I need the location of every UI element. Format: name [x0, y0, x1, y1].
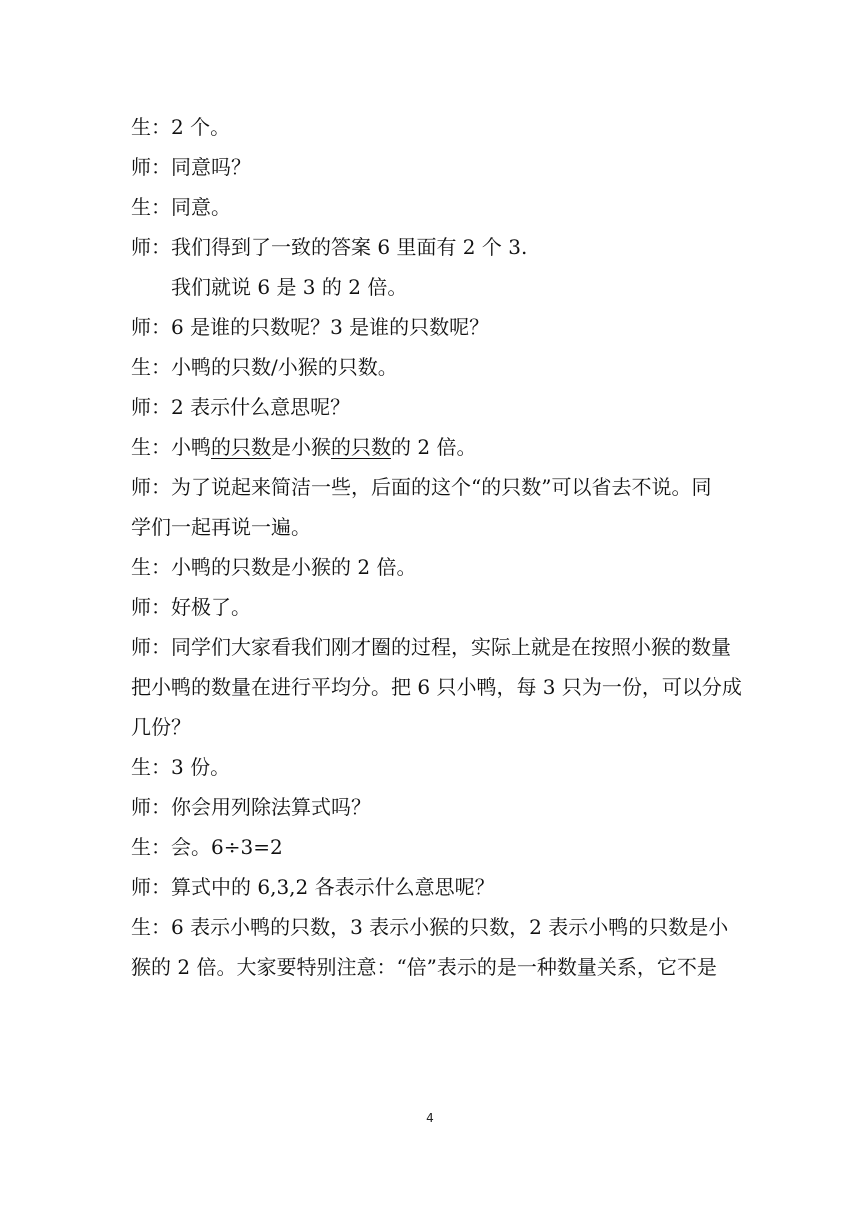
- text-segment: 生：小鸭的只数/小猴的只数。: [131, 355, 398, 379]
- dialogue-line: [131, 227, 731, 267]
- text-segment: 学们一起再说一遍。: [131, 515, 311, 539]
- dialogue-line: [131, 747, 731, 787]
- dialogue-line: [131, 107, 731, 147]
- text-segment: 生：小鸭的只数是小猴的 2 倍。: [131, 555, 417, 579]
- text-segment: 师：好极了。: [131, 595, 251, 619]
- text-segment: 生：会。6÷3=2: [131, 835, 283, 859]
- dialogue-line: [131, 307, 731, 347]
- dialogue-line: [131, 667, 742, 707]
- dialogue-line: [131, 387, 731, 427]
- text-segment: 猴的 2 倍。大家要特别注意：“倍”表示的是一种数量关系，它不是: [131, 955, 717, 979]
- dialogue-line: [131, 947, 731, 987]
- text-segment: 生：6 表示小鸭的只数，3 表示小猴的只数，2 表示小鸭的只数是小: [131, 915, 729, 939]
- dialogue-line: [131, 147, 731, 187]
- dialogue-line: [131, 467, 731, 507]
- dialogue-line: [131, 187, 731, 227]
- document-body: [131, 107, 742, 987]
- text-segment: 生：小鸭: [131, 435, 211, 459]
- text-segment: 几份？: [131, 715, 191, 739]
- dialogue-line: [131, 627, 731, 667]
- dialogue-line: [131, 827, 731, 867]
- text-segment: 师：你会用列除法算式吗？: [131, 795, 371, 819]
- dialogue-line: [131, 587, 731, 627]
- dialogue-line: [131, 347, 731, 387]
- text-segment: 生：同意。: [131, 195, 231, 219]
- dialogue-line: [131, 787, 731, 827]
- underlined-text: 的只数: [331, 435, 391, 459]
- text-segment: 师：6 是谁的只数呢？3 是谁的只数呢？: [131, 315, 490, 339]
- underlined-text: 的只数: [211, 435, 271, 459]
- text-segment: 我们就说 6 是 3 的 2 倍。: [171, 275, 408, 299]
- text-segment: 师：同意吗？: [131, 155, 251, 179]
- text-segment: 把小鸭的数量在进行平均分。把 6 只小鸭，每 3 只为一份，可以分成: [131, 675, 742, 699]
- text-segment: 的 2 倍。: [391, 435, 477, 459]
- text-segment: 师：2 表示什么意思呢？: [131, 395, 351, 419]
- dialogue-line: [131, 707, 731, 747]
- text-segment: 师：为了说起来简洁一些，后面的这个“的只数”可以省去不说。同: [131, 475, 712, 499]
- text-segment: 师：我们得到了一致的答案 6 里面有 2 个 3.: [131, 235, 528, 259]
- dialogue-line: [131, 867, 731, 907]
- text-segment: 生：2 个。: [131, 115, 231, 139]
- text-segment: 师：同学们大家看我们刚才圈的过程，实际上就是在按照小猴的数量: [131, 635, 731, 659]
- text-segment: 是小猴: [271, 435, 331, 459]
- dialogue-line: [131, 907, 731, 947]
- text-segment: 生：3 份。: [131, 755, 231, 779]
- page-number: 4: [426, 1111, 434, 1125]
- dialogue-line: [131, 547, 731, 587]
- dialogue-line: [131, 427, 731, 467]
- text-segment: 师：算式中的 6,3,2 各表示什么意思呢？: [131, 875, 495, 899]
- dialogue-line: [131, 507, 731, 547]
- dialogue-line: [131, 267, 731, 307]
